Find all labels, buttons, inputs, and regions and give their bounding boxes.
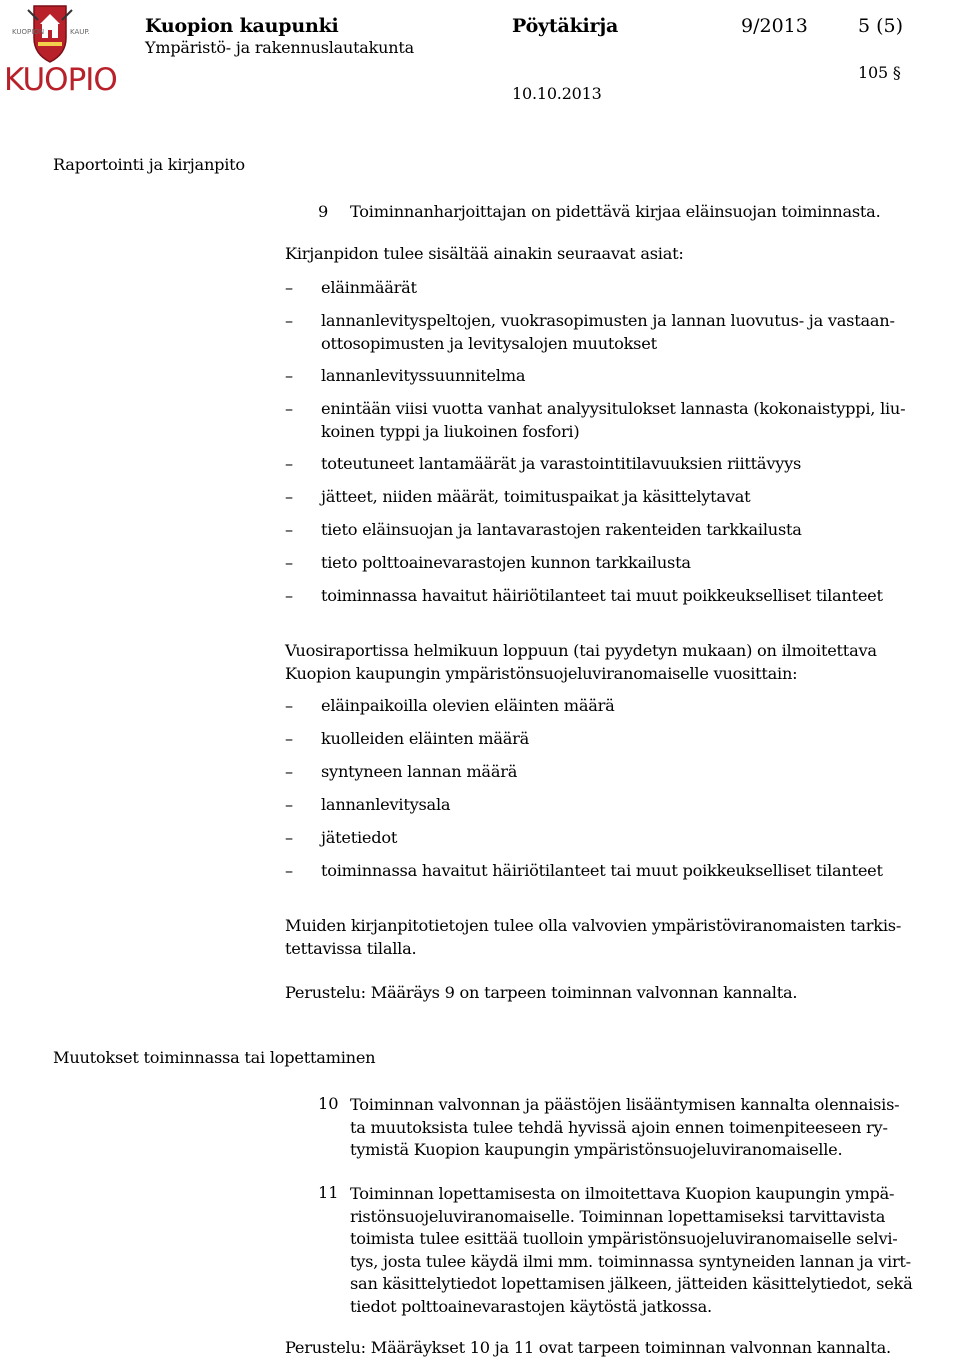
rationale-rules-10-11: Perustelu: Määräykset 10 ja 11 ovat tarpeen toiminnan valvonnan kannalta. [285, 1338, 891, 1357]
logo [4, 4, 117, 100]
svg-text:KUOPION: KUOPION [12, 28, 45, 36]
rule-number-11: 11 [318, 1183, 339, 1202]
section-heading-changes: Muutokset toiminnassa tai lopettaminen [53, 1048, 376, 1067]
document-type: Pöytäkirja [512, 15, 619, 37]
rationale-rule-9: Perustelu: Määräys 9 on tarpeen toiminnan valvonnan kannalta. [285, 983, 798, 1002]
logo-wordmark: KUOPIO [4, 62, 117, 98]
annual-report-paragraph: Vuosiraportissa helmikuun loppuun (tai pyydetyn mukaan) on ilmoitettava Kuopion kaupungin ympäristönsuojeluviranomaiselle vuosittain: [285, 641, 877, 683]
rule-9-text: Toiminnanharjoittajan on pidettävä kirjaa eläinsuojan toiminnasta. [350, 202, 881, 221]
other-records-paragraph: Muiden kirjanpitotietojen tulee olla valvovien ympäristöviranomaisten tarkis- tettavissa tilalla. [285, 916, 902, 958]
section-heading-reporting: Raportointi ja kirjanpito [53, 155, 245, 174]
rule-number-9: 9 [318, 202, 329, 221]
section-number: 105 § [858, 63, 901, 82]
rule-number-10: 10 [318, 1094, 339, 1113]
document-number: 9/2013 [741, 15, 808, 37]
svg-text:KAUP.: KAUP. [70, 28, 90, 36]
org-name: Kuopion kaupunki [145, 15, 339, 37]
department-name: Ympäristö- ja rakennuslautakunta [145, 38, 414, 57]
rule-10-text: Toiminnan valvonnan ja päästöjen lisääntymisen kannalta olennaisis- ta muutoksista tulee tehdä hyvissä ajoin ennen toimenpiteeseen ry- tymistä Kuopion kaupungin ympäristönsuojeluviranomaiselle. [350, 1095, 900, 1159]
coat-of-arms-icon [4, 4, 100, 66]
page-number: 5 (5) [858, 15, 904, 37]
bookkeeping-intro: Kirjanpidon tulee sisältää ainakin seuraavat asiat: [285, 244, 684, 263]
rule-11-text: Toiminnan lopettamisesta on ilmoitettava Kuopion kaupungin ympä- ristönsuojeluviranomaiselle. Toiminnan lopettamiseksi tarvittavista toimista tulee esittää tuolloin ympäristönsuojeluviranomaiselle selvi- tys, josta tulee käydä ilmi mm. toiminnassa syntyneiden lannan ja virt- san käsittelytiedot lopettamisen jälkeen, jätteiden käsittelytiedot, sekä tiedot polttoainevarastojen käytöstä jatkossa. [350, 1184, 913, 1316]
meeting-date: 10.10.2013 [512, 84, 602, 103]
